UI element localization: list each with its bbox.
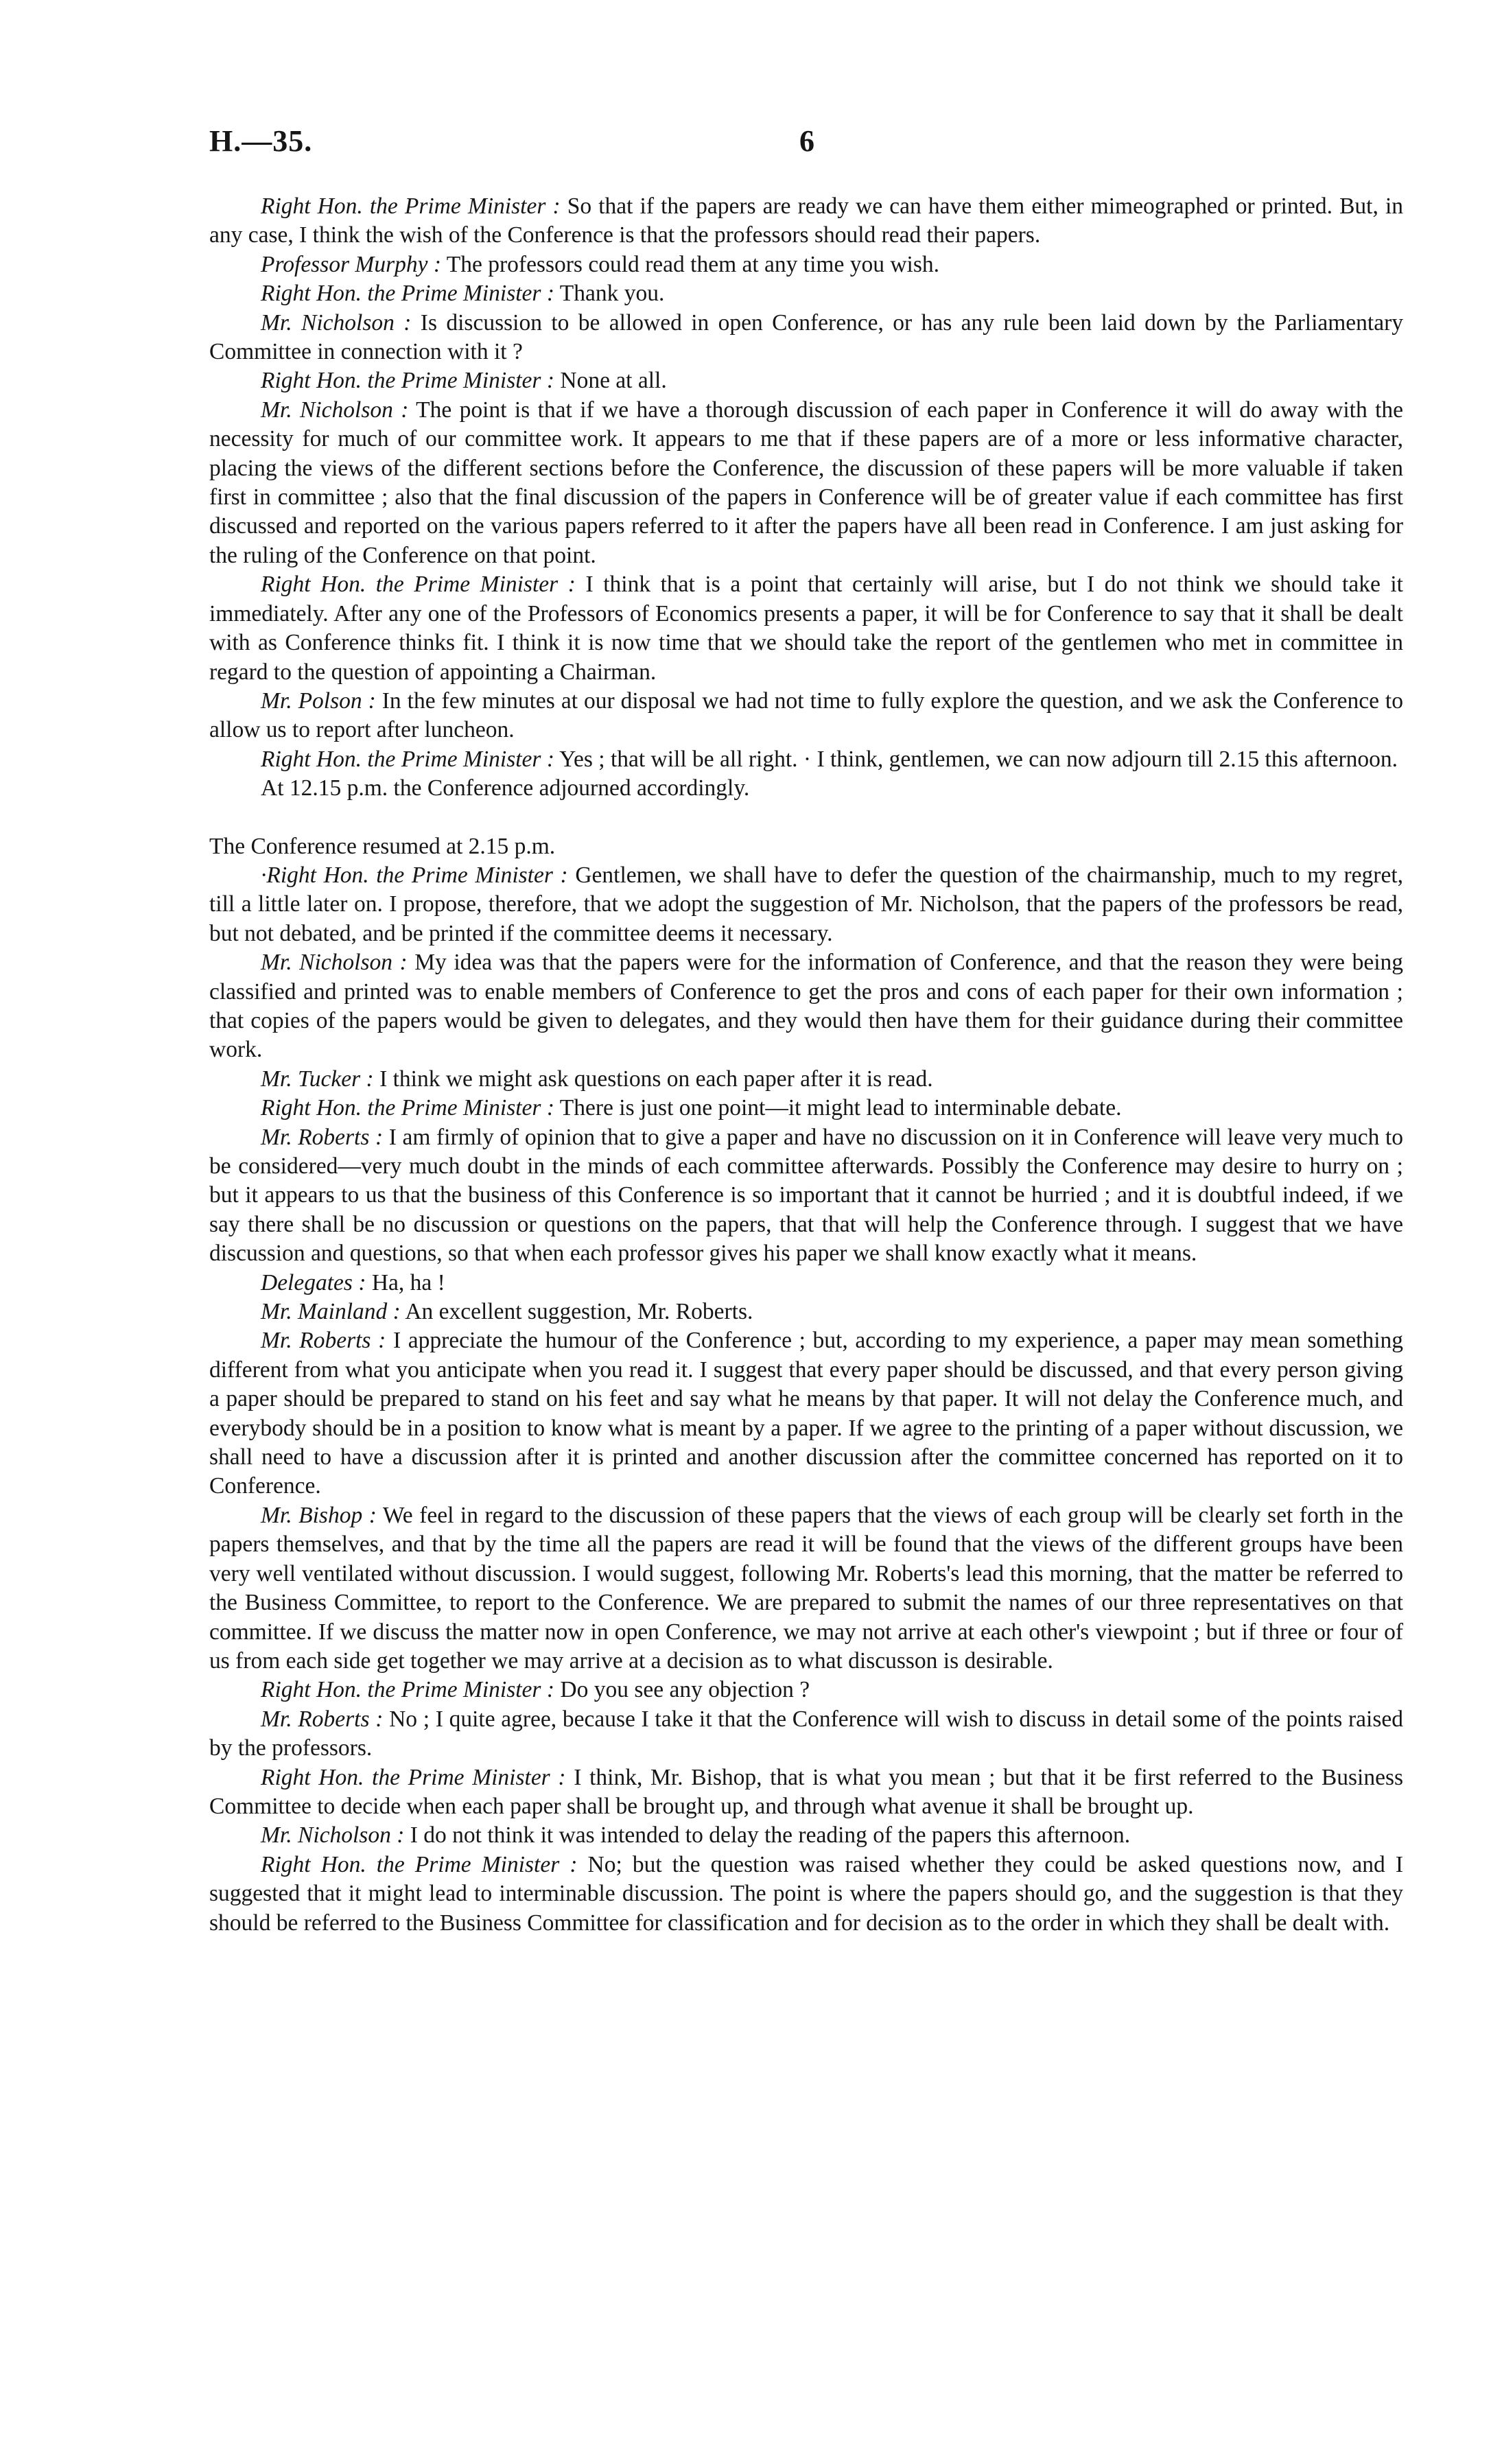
document-code: H.—35. xyxy=(209,124,313,158)
paragraph xyxy=(209,948,1403,1065)
paragraph xyxy=(209,1851,1403,1938)
paragraph xyxy=(209,1705,1403,1763)
speaker-name: Mr. Roberts : xyxy=(261,1328,386,1354)
speech-text: I am firmly of opinion that to give a paper and have no discussion on it in Conference will leave very much to be considered—very much doubt in the minds of each committee afterwards. Possibly the Conference may desire to hurry on ; but it appears to us that the business of this Conference is so important that it cannot be hurried ; and it is doubtful indeed, if we say there shall be no discussion or questions on the papers, that that will help the Conference through. I suggest that we have discussion and questions, so that when each professor gives his paper we shall know exactly what it means. xyxy=(209,1124,1404,1267)
speaker-name: ·Right Hon. the Prime Minister : xyxy=(261,862,568,888)
speaker-name: Right Hon. the Prime Minister : xyxy=(261,572,576,598)
paragraph xyxy=(209,1065,1403,1094)
paragraph xyxy=(209,309,1403,367)
speaker-name: Right Hon. the Prime Minister : xyxy=(261,281,554,307)
paragraph xyxy=(209,1123,1403,1269)
speech-text: In the few minutes at our disposal we had not time to fully explore the question, and we ask the Conference to allow us to report after luncheon. xyxy=(209,688,1403,743)
speech-text: The point is that if we have a thorough discussion of each paper in Conference it will do away with the necessity for much of our committee work. It appears to me that if these papers are of a more or less informative character, placing the views of the different sections before the Conference, the discussion of these papers will be more valuable if taken first in committee ; also that the final discussion of the papers in Conference will be of greater value if each committee has first discussed and reported on the various papers referred to it after the papers have all been read in Conference. I am just asking for the ruling of the Conference on that point. xyxy=(209,397,1403,568)
paragraph xyxy=(209,861,1403,948)
speaker-name: Mr. Roberts : xyxy=(261,1124,384,1150)
speaker-name: Right Hon. the Prime Minister : xyxy=(261,1095,554,1121)
speaker-name: Mr. Nicholson : xyxy=(261,309,412,336)
speaker-name: Right Hon. the Prime Minister : xyxy=(261,1677,554,1703)
speaker-name: Mr. Bishop : xyxy=(261,1502,377,1528)
speech-text: The Conference resumed at 2.15 p.m. xyxy=(209,833,556,859)
speech-text: I appreciate the humour of the Conference ; but, according to my experience, a paper may mean something different from what you anticipate when you read it. I suggest that every paper should be discussed, and that every person giving a paper should be prepared to stand on his feet and say what he means by that paper. It will not delay the Conference much, and everybody should be in a position to know what is meant by a paper. If we agree to the printing of a paper without discussion, we shall need to have a discussion after it is printed and another discussion after the committee concerned has reported on it to Conference. xyxy=(209,1328,1404,1499)
speech-text: I think that is a point that certainly will arise, but I do not think we should take it immediately. After any one of the Professors of Economics presents a paper, it will be for Conference to say that it shall be dealt with as Conference thinks fit. I think it is now time that we should take the report of the gentlemen who met in committee in regard to the question of appointing a Chairman. xyxy=(209,572,1403,685)
paragraph xyxy=(209,570,1403,687)
speech-text: We feel in regard to the discussion of these papers that the views of each group will be clearly set forth in the papers themselves, and that by the time all the papers are read it will be found that the views of the different groups have been very well ventilated without discussion. I would suggest, following Mr. Roberts's lead this morning, that the matter be referred to the Business Committee, to report to the Conference. We are prepared to submit the names of our three representatives on that committee. If we discuss the matter now in open Conference, we may not arrive at each other's viewpoint ; but if three or four of us from each side get together we may arrive at a decision as to what discusson is desirable. xyxy=(209,1502,1403,1674)
speech-text: No ; I quite agree, because I take it that the Conference will wish to discuss in detail some of the points raised by the professors. xyxy=(209,1706,1403,1761)
speaker-name: Mr. Nicholson : xyxy=(261,397,409,423)
speech-text: So that if the papers are ready we can have them either mimeographed or printed. But, in any case, I think the wish of the Conference is that the professors should read their papers. xyxy=(209,193,1404,248)
paragraph xyxy=(209,250,1403,279)
speaker-name: Mr. Roberts : xyxy=(261,1706,384,1732)
speech-text: I do not think it was intended to delay the reading of the papers this afternoon. xyxy=(410,1822,1131,1849)
procedural-note xyxy=(209,832,1403,861)
paragraph xyxy=(209,1676,1403,1704)
speech-text: I think we might ask questions on each paper after it is read. xyxy=(379,1066,933,1092)
paragraph xyxy=(209,366,1403,395)
paragraph xyxy=(209,279,1403,308)
speech-text: My idea was that the papers were for the information of Conference, and that the reason they were being classified and printed was to enable members of Conference to get the pros and cons of each paper for their own information ; that copies of the papers would be given to delegates, and they would then have them for their guidance during their committee work. xyxy=(209,950,1403,1063)
paragraph xyxy=(209,1501,1403,1676)
paragraph xyxy=(209,1763,1403,1822)
speech-text: No; but the question was raised whether they could be asked questions now, and I suggested that it might lead to interminable discussion. The point is where the papers should go, and the suggestion is that they should be referred to the Business Committee for classification and for decision as to the order in which they shall be dealt with. xyxy=(209,1851,1403,1936)
speech-text: Yes ; that will be all right. · I think, gentlemen, we can now adjourn till 2.15 this afternoon. xyxy=(559,746,1398,772)
speech-text: Gentlemen, we shall have to defer the question of the chairmanship, much to my regret, till a little later on. I propose, therefore, that we adopt the suggestion of Mr. Nicholson, that the papers of the professors be read, but not debated, and be printed if the committee deems it necessary. xyxy=(209,862,1404,946)
speech-text: An excellent suggestion, Mr. Roberts. xyxy=(405,1299,753,1325)
speech-text: Is discussion to be allowed in open Conference, or has any rule been laid down by the Parliamentary Committee in connection with it ? xyxy=(209,309,1404,365)
speaker-name: Mr. Mainland : xyxy=(261,1299,401,1325)
speech-text: There is just one point—it might lead to interminable debate. xyxy=(559,1095,1122,1121)
speech-text: I think, Mr. Bishop, that is what you mean ; but that it be first referred to the Business Committee to decide when each paper shall be brought up, and through what avenue it shall be brought up. xyxy=(209,1764,1404,1819)
speaker-name: Professor Murphy : xyxy=(261,251,442,277)
paragraph xyxy=(209,1269,1403,1298)
speech-text: At 12.15 p.m. the Conference adjourned accordingly. xyxy=(261,775,750,801)
paragraph xyxy=(209,1094,1403,1123)
speaker-name: Right Hon. the Prime Minister : xyxy=(261,193,561,219)
speaker-name: Right Hon. the Prime Minister : xyxy=(261,1764,566,1790)
speaker-name: Mr. Nicholson : xyxy=(261,950,408,976)
speech-text: None at all. xyxy=(560,368,667,394)
speaker-name: Right Hon. the Prime Minister : xyxy=(261,746,554,772)
speech-text: Thank you. xyxy=(559,281,665,307)
paragraph xyxy=(209,1821,1403,1850)
paragraph xyxy=(209,192,1403,250)
speaker-name: Mr. Nicholson : xyxy=(261,1822,405,1849)
paragraph xyxy=(209,687,1403,745)
speech-text: Ha, ha ! xyxy=(371,1269,445,1295)
speaker-name: Right Hon. the Prime Minister : xyxy=(261,1851,578,1877)
speaker-name: Mr. Tucker : xyxy=(261,1066,374,1092)
page-header xyxy=(209,124,1400,165)
speech-text: The professors could read them at any time you wish. xyxy=(446,251,940,277)
transcript-body xyxy=(209,192,1403,1938)
procedural-note xyxy=(209,774,1403,803)
speaker-name: Right Hon. the Prime Minister : xyxy=(261,368,554,394)
paragraph xyxy=(209,1298,1403,1326)
paragraph xyxy=(209,396,1403,570)
speaker-name: Mr. Polson : xyxy=(261,688,376,714)
paragraph xyxy=(209,745,1403,774)
page-number: 6 xyxy=(799,124,814,158)
speech-text: Do you see any objection ? xyxy=(560,1677,810,1703)
speaker-name: Delegates : xyxy=(261,1269,366,1295)
paragraph xyxy=(209,1326,1403,1501)
